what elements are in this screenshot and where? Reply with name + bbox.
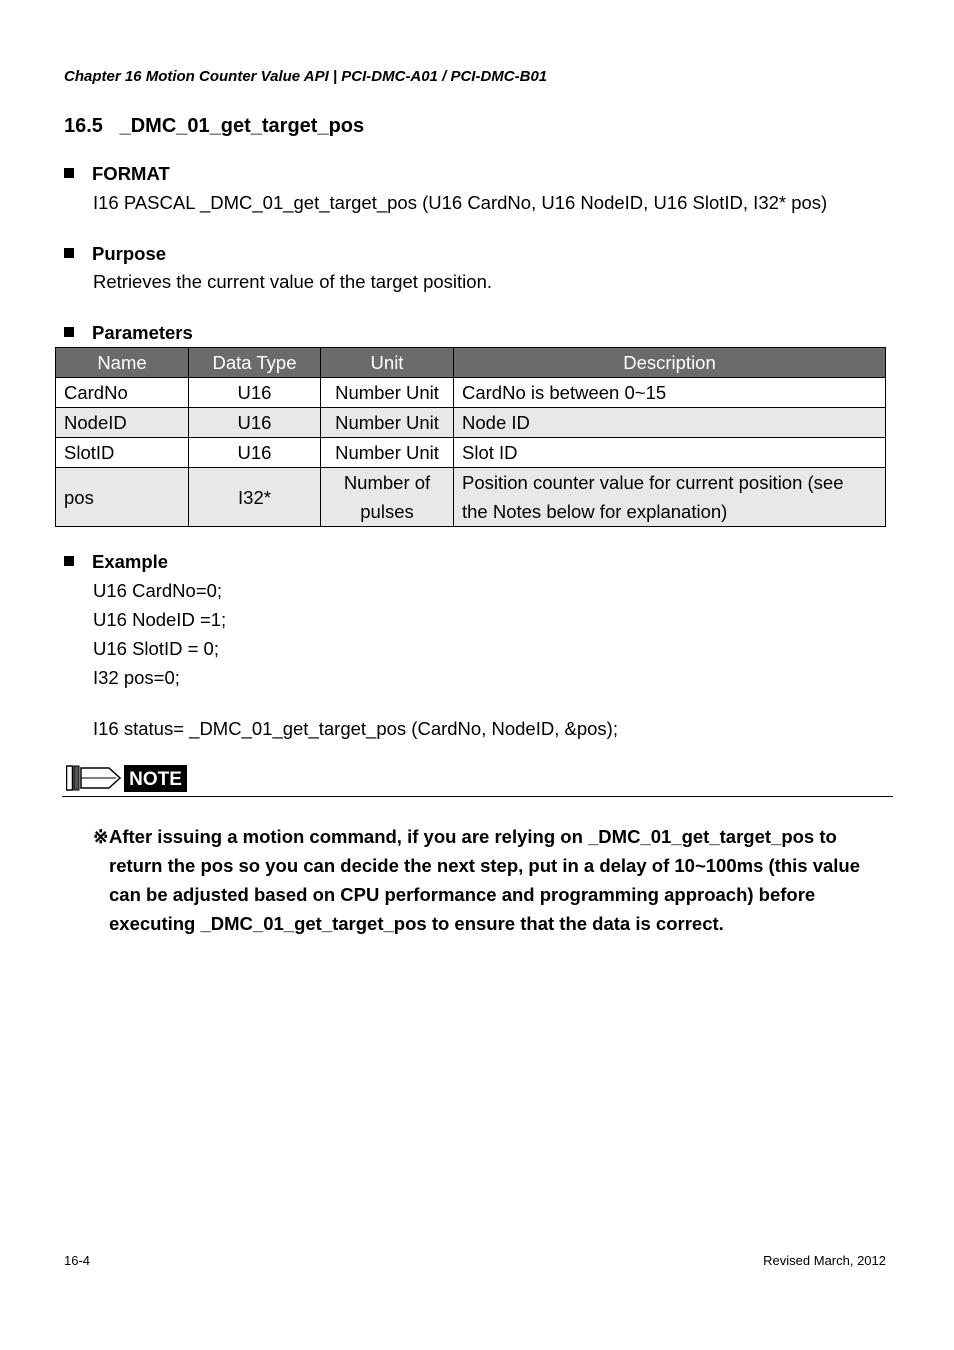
example-heading — [64, 551, 168, 573]
note-line: can be adjusted based on CPU performance and programming approach) before — [109, 884, 816, 905]
example-line: I32 pos=0; — [93, 667, 180, 688]
column-header-name: Name — [56, 348, 189, 378]
param-name: NodeID — [56, 408, 189, 438]
table-row — [56, 468, 886, 527]
param-type: U16 — [189, 438, 321, 468]
parameters-heading — [64, 322, 193, 344]
parameters-heading-label: Parameters — [92, 322, 193, 343]
param-description: Slot ID — [454, 438, 886, 468]
page-number: 16-4 — [64, 1253, 91, 1268]
param-unit: Number Unit — [321, 378, 454, 408]
param-name: CardNo — [56, 378, 189, 408]
param-description-line: Position counter value for current position (see — [462, 472, 844, 493]
table-row — [56, 378, 886, 408]
table-row — [56, 408, 886, 438]
param-description: CardNo is between 0~15 — [454, 378, 886, 408]
param-unit-line: Number of — [343, 472, 431, 493]
example-line: U16 NodeID =1; — [93, 609, 227, 630]
param-unit: Number Unit — [321, 438, 454, 468]
parameters-table — [55, 347, 886, 527]
note-line: return the pos so you can decide the next step, put in a delay of 10~100ms (this value — [109, 855, 861, 876]
bullet-square-icon — [64, 248, 74, 258]
param-type: I32* — [189, 468, 321, 527]
note-line-text: After issuing a motion command, if you are relying on _DMC_01_get_target_pos to — [109, 826, 837, 847]
param-unit — [321, 468, 454, 527]
format-heading-label: FORMAT — [92, 163, 170, 184]
revision-date: Revised March, 2012 — [763, 1253, 886, 1268]
param-name: SlotID — [56, 438, 189, 468]
note-icon — [66, 765, 187, 793]
param-unit-line: pulses — [360, 501, 414, 522]
param-description — [454, 468, 886, 527]
note-mark: ※ — [93, 826, 109, 847]
column-header-unit: Unit — [321, 348, 454, 378]
param-name: pos — [56, 468, 189, 527]
bullet-square-icon — [64, 168, 74, 178]
note-text — [93, 822, 893, 938]
note-line: executing _DMC_01_get_target_pos to ensure that the data is correct. — [109, 913, 724, 934]
param-description-line: the Notes below for explanation) — [462, 501, 728, 522]
table-row — [56, 438, 886, 468]
example-heading-label: Example — [92, 551, 169, 572]
bullet-square-icon — [64, 556, 74, 566]
purpose-heading — [64, 243, 166, 265]
param-unit: Number Unit — [321, 408, 454, 438]
purpose-text: Retrieves the current value of the target position. — [93, 271, 492, 292]
section-title: 16.5 _DMC_01_get_target_pos — [64, 115, 365, 137]
purpose-heading-label: Purpose — [92, 243, 167, 264]
note-divider — [62, 796, 893, 797]
param-description: Node ID — [454, 408, 886, 438]
column-header-description: Description — [454, 348, 886, 378]
format-signature: I16 PASCAL _DMC_01_get_target_pos (U16 CardNo, U16 NodeID, U16 SlotID, I32* pos) — [93, 192, 828, 213]
param-type: U16 — [189, 378, 321, 408]
column-header-data-type: Data Type — [189, 348, 321, 378]
example-call: I16 status= _DMC_01_get_target_pos (CardNo, NodeID, &pos); — [93, 718, 618, 739]
param-type: U16 — [189, 408, 321, 438]
format-heading — [64, 163, 170, 185]
example-line: U16 CardNo=0; — [93, 580, 223, 601]
chapter-header: Chapter 16 Motion Counter Value API | PCI-DMC-A01 / PCI-DMC-B01 — [64, 68, 548, 85]
example-line: U16 SlotID = 0; — [93, 638, 219, 659]
note-icon-label: NOTE — [129, 769, 182, 790]
bullet-square-icon — [64, 327, 74, 337]
note-line — [93, 822, 893, 851]
table-header-row — [56, 348, 886, 378]
